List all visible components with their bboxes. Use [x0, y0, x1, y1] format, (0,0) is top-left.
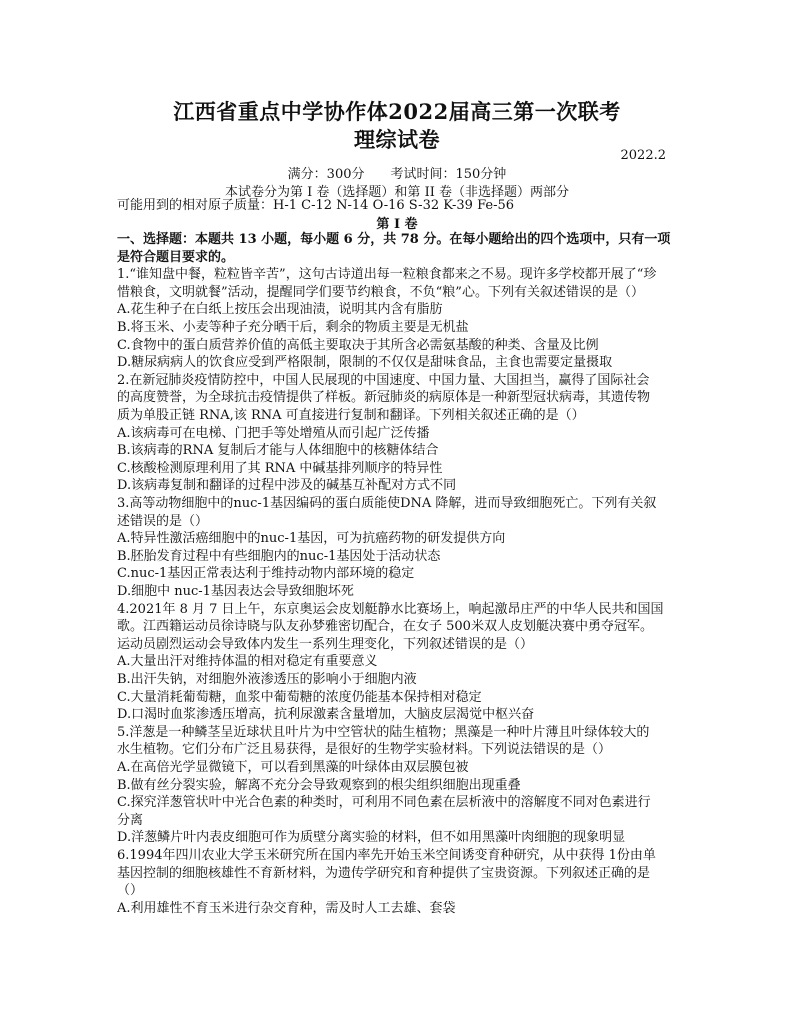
- text-line: 1.“谁知盘中餐，粒粒皆辛苦”，这句古诗道出每一粒粮食都来之不易。现许多学校都开展了“珍: [117, 267, 657, 283]
- text-line: D.口渴时血浆渗透压增高，抗利尿激素含量增加，大脑皮层渴觉中枢兴奋: [117, 707, 535, 723]
- atomic-masses: 可能用到的相对原子质量：H-1 C-12 N-14 O-16 S-32 K-39 Fe-56: [117, 198, 515, 213]
- text-line: 4.2021年 8 月 7 日上午，东京奥运会皮划艇静水比赛场上，响起激昂庄严的中华人民共和国国: [117, 601, 664, 617]
- text-line: D.糖尿病病人的饮食应受到严格限制，限制的不仅仅是甜味食品，主食也需要定量摄取: [117, 355, 613, 371]
- text-line: 的高度赞誉，为全球抗击疫情提供了样板。新冠肺炎的病原体是一种新型冠状病毒，其遗传物: [117, 390, 651, 406]
- text-line: A.花生种子在白纸上按压会出现油渍，说明其内含有脂肪: [117, 302, 443, 318]
- score-time-info: 满分：300分 考试时间：150分钟: [287, 167, 507, 182]
- text-line: B.做有丝分裂实验，解离不充分会导致观察到的根尖组织细胞出现重叠: [117, 777, 521, 793]
- text-line: 运动员剧烈运动会导致体内发生一系列生理变化，下列叙述错误的是（）: [117, 636, 534, 652]
- section-heading: 第 I 卷: [376, 217, 418, 232]
- text-line: 3.高等动物细胞中的nuc-1基因编码的蛋白质能使DNA 降解，进而导致细胞死亡。下列有关叙: [117, 496, 657, 511]
- text-line: 水生植物。它们分布广泛且易获得，是很好的生物学实验材料。下列说法错误的是（）: [117, 742, 612, 758]
- paper-composition: 本试卷分为第 I 卷（选择题）和第 II 卷（非选择题）两部分: [225, 185, 569, 200]
- text-line: B.出汗失钠，对细胞外液渗透压的影响小于细胞内液: [117, 672, 417, 687]
- text-line: C.nuc-1基因正常表达利于维持动物内部环境的稳定: [117, 566, 415, 582]
- text-line: C.探究洋葱管状叶中光合色素的种类时，可利用不同色素在层析液中的溶解度不同对色素进行: [117, 795, 651, 811]
- text-line: A.利用雄性不育玉米进行杂交育种，需及时人工去雄、套袋: [117, 900, 456, 916]
- exam-subtitle: 理综试卷: [354, 127, 440, 152]
- text-line: A.该病毒可在电梯、门把手等处增殖从而引起广泛传播: [117, 425, 430, 441]
- text-line: A.特异性激活癌细胞中的nuc-1基因，可为抗癌药物的研发提供方向: [117, 531, 506, 547]
- text-line: 2.在新冠肺炎疫情防控中，中国人民展现的中国速度、中国力量、大国担当，赢得了国际社会: [117, 372, 650, 388]
- text-line: D.该病毒复制和翻译的过程中涉及的碱基互补配对方式不同: [117, 478, 457, 494]
- text-line: C.食物中的蛋白质营养价值的高低主要取决于其所含必需氨基酸的种类、含量及比例: [117, 337, 599, 353]
- text-line: B.该病毒的RNA 复制后才能与人体细胞中的核糖体结合: [117, 443, 439, 459]
- text-line: 是符合题目要求的。: [117, 249, 235, 265]
- text-line: A.在高倍光学显微镜下，可以看到黑藻的叶绿体由双层膜包被: [117, 760, 469, 775]
- text-line: B.将玉米、小麦等种子充分晒干后，剩余的物质主要是无机盐: [117, 320, 469, 335]
- text-line: D.洋葱鳞片叶内表皮细胞可作为质壁分离实验的材料，但不如用黑藻叶肉细胞的现象明显: [117, 830, 626, 846]
- text-line: B.胚胎发育过程中有些细胞内的nuc-1基因处于活动状态: [117, 548, 441, 564]
- text-line: 述错误的是（）: [117, 513, 209, 529]
- text-line: 6.1994年四川农业大学玉米研究所在国内率先开始玉米空间诱变育种研究，从中获得 1份由单: [117, 848, 656, 863]
- text-line: D.细胞中 nuc-1基因表达会导致细胞坏死: [117, 584, 354, 599]
- text-line: 质为单股正链 RNA,该 RNA 可直接进行复制和翻译。下列相关叙述正确的是（）: [117, 408, 585, 423]
- text-line: 惜粮食，文明就餐”活动，提醒同学们要节约粮食，不负“粮”心。下列有关叙述错误的是（）: [117, 284, 644, 300]
- exam-date: 2022.2: [620, 148, 666, 163]
- text-line: 基因控制的细胞核雄性不育新材料，为遗传学研究和育种提供了宝贵资源。下列叙述正确的是: [117, 865, 651, 881]
- text-line: A.大量出汗对维持体温的相对稳定有重要意义: [117, 654, 378, 670]
- text-line: C.核酸检测原理利用了其 RNA 中碱基排列顺序的特异性: [117, 460, 443, 476]
- text-line: 歌。江西籍运动员徐诗晓与队友孙梦雅密切配合，在女子 500米双人皮划艇决赛中勇夺冠军。: [117, 619, 653, 635]
- text-line: 5.洋葱是一种鳞茎呈近球状且叶片为中空管状的陆生植物；黑藻是一种叶片薄且叶绿体较大的: [117, 724, 650, 740]
- text-line: 分离: [117, 812, 144, 828]
- text-line: C.大量消耗葡萄糖，血浆中葡萄糖的浓度仍能基本保持相对稳定: [117, 689, 482, 705]
- exam-title: 江西省重点中学协作体2022届高三第一次联考: [173, 99, 621, 124]
- text-line: （）: [117, 883, 144, 899]
- text-line: 一、选择题：本题共 13 小题，每小题 6 分，共 78 分。在每小题给出的四个选项中，只有一项: [117, 232, 671, 247]
